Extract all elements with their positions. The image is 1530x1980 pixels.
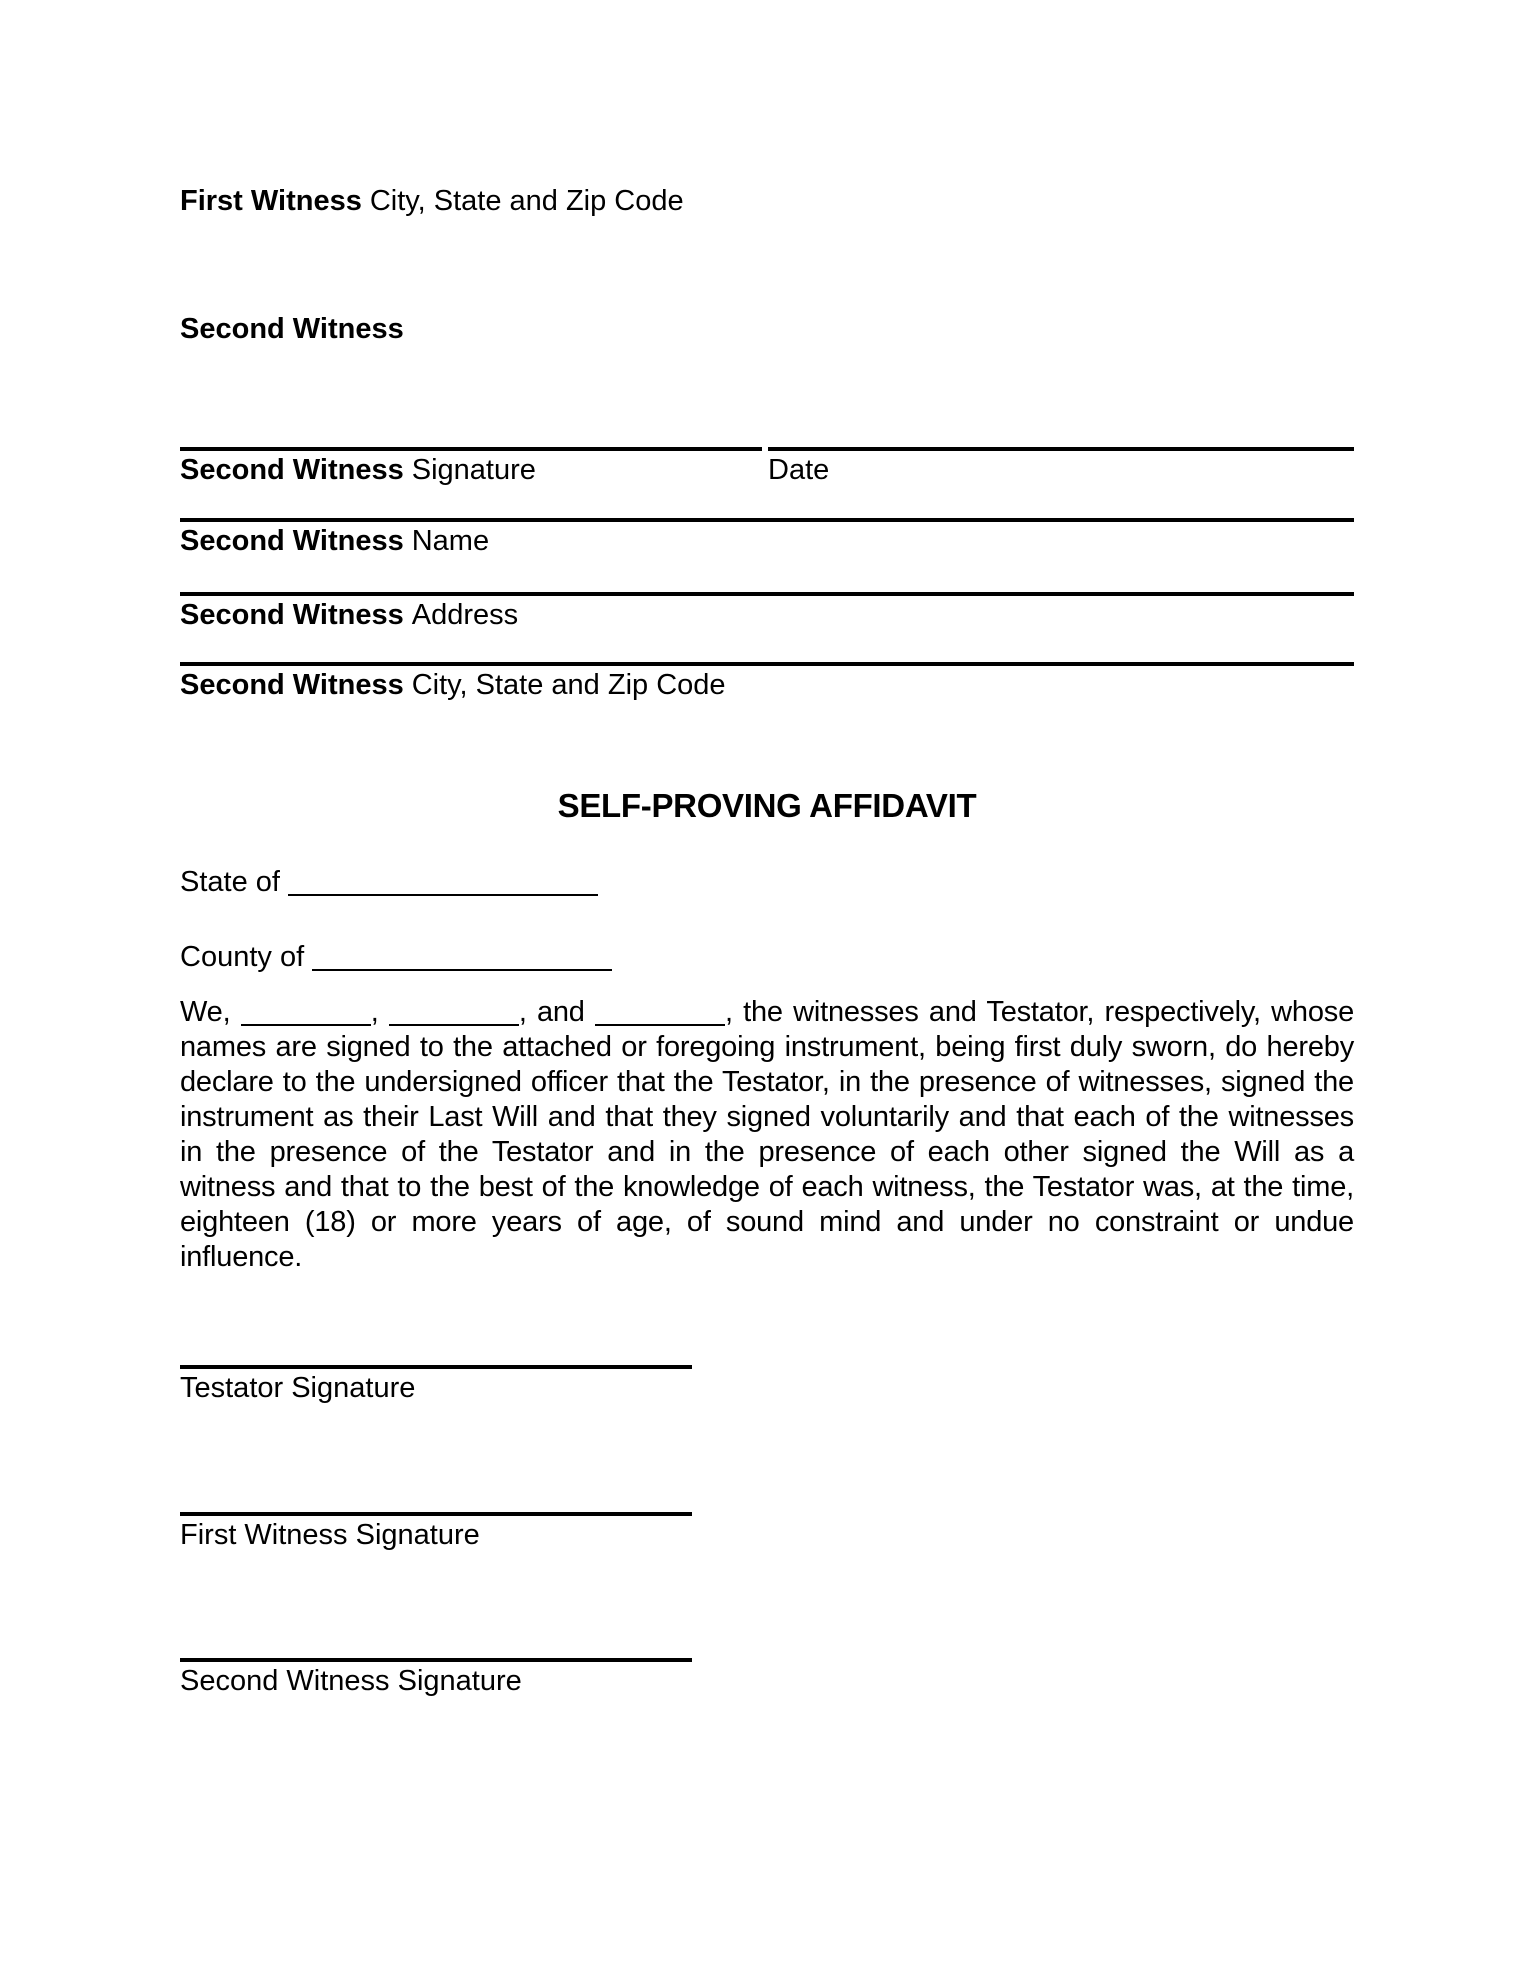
affidavit-paragraph-sep2: , and: [518, 996, 585, 1028]
affidavit-paragraph-lead: We,: [180, 996, 231, 1028]
field-second-witness-city-line[interactable]: [180, 662, 1354, 703]
state-of-blank[interactable]: [288, 893, 598, 896]
affidavit-paragraph-sep1: ,: [370, 996, 379, 1028]
field-second-witness-signature-label: [180, 453, 762, 488]
field-date-label: Date: [768, 454, 830, 486]
field-second-witness-address-line[interactable]: [180, 592, 1354, 633]
first-witness-city-label: [180, 184, 684, 219]
field-second-witness-address-label-bold: Second Witness: [180, 599, 404, 631]
county-of-row: [180, 940, 612, 975]
field-second-witness-name-label: [180, 524, 1354, 559]
witness-name-blank-2[interactable]: [389, 1023, 519, 1026]
affidavit-paragraph: [180, 995, 1354, 1275]
second-witness-section-heading: Second Witness: [180, 313, 404, 345]
first-witness-city-label-bold: First Witness: [180, 185, 362, 217]
field-second-witness-name-label-normal: Name: [411, 525, 490, 557]
county-of-label: County of: [180, 941, 305, 973]
field-second-witness-name-label-bold: Second Witness: [180, 525, 404, 557]
field-second-witness-city-label-normal: City, State and Zip Code: [411, 669, 726, 701]
field-second-witness-address-label: [180, 598, 1354, 633]
testator-signature-line[interactable]: [180, 1365, 692, 1406]
field-date-line[interactable]: [768, 447, 1354, 488]
state-of-row: [180, 865, 598, 900]
state-of-label: State of: [180, 866, 280, 898]
field-second-witness-address-label-normal: Address: [411, 599, 519, 631]
affidavit-title: SELF-PROVING AFFIDAVIT: [557, 787, 977, 824]
testator-signature-label: Testator Signature: [180, 1372, 416, 1404]
first-witness-signature-label: First Witness Signature: [180, 1519, 480, 1551]
first-witness-signature-line[interactable]: [180, 1512, 692, 1553]
witness-name-blank-1[interactable]: [241, 1023, 371, 1026]
witness-name-blank-3[interactable]: [595, 1023, 725, 1026]
field-second-witness-city-label: [180, 668, 1354, 703]
signature-date-row: [180, 447, 1354, 488]
county-of-blank[interactable]: [312, 968, 612, 971]
first-witness-city-label-normal: City, State and Zip Code: [369, 185, 684, 217]
affidavit-paragraph-body: , the witnesses and Testator, respectively, whose names are signed to the attached or foregoing instrument, being first duly sworn, do hereby declare to the undersigned officer that the Testator, in the presence of witnesses, signed the instrument as their Last Will and that they signed voluntarily and that each of the witnesses in the presence of the Testator and in the presence of each other signed the Will as a witness and that to the best of the knowledge of each witness, the Testator was, at the time, eighteen (18) or more years of age, of sound mind and under no constraint or undue influence.: [180, 996, 1354, 1273]
field-second-witness-signature-line[interactable]: [180, 447, 762, 488]
field-second-witness-city-label-bold: Second Witness: [180, 669, 404, 701]
field-second-witness-signature-label-bold: Second Witness: [180, 454, 404, 486]
field-second-witness-name-line[interactable]: [180, 518, 1354, 559]
second-witness-signature-label: Second Witness Signature: [180, 1665, 522, 1697]
field-second-witness-signature-label-normal: Signature: [411, 454, 536, 486]
second-witness-signature-line[interactable]: [180, 1658, 692, 1699]
